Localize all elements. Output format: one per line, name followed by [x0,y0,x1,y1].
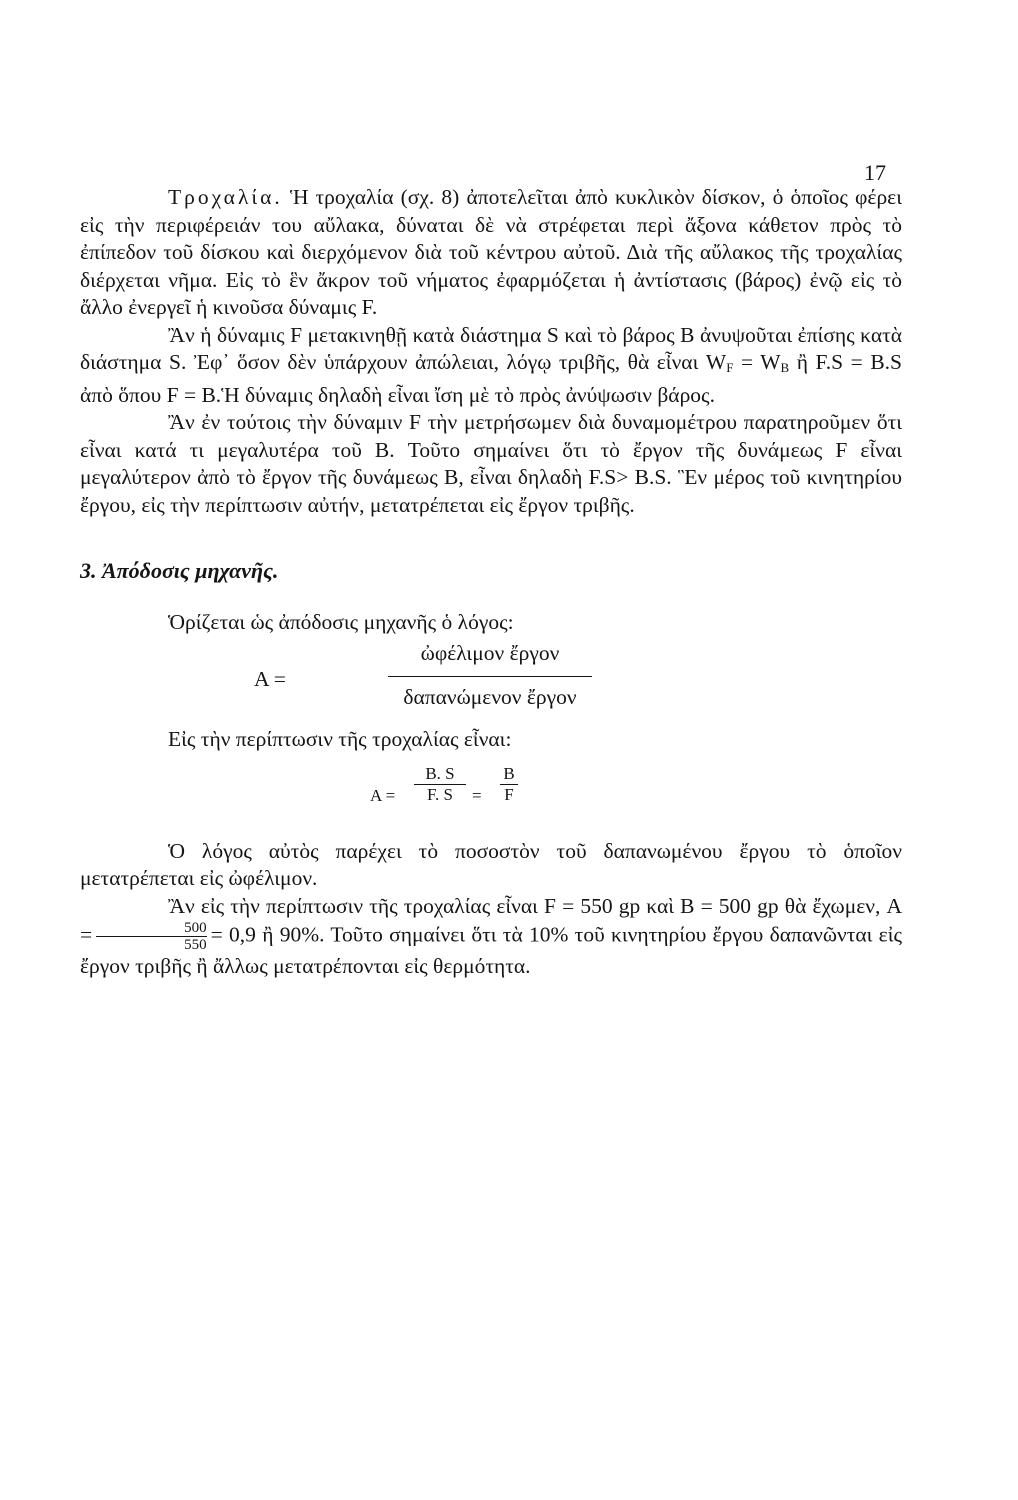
pulley-paragraph-3: Ἂν ἐν τούτοις τὴν δύναμιν F τὴν μετρήσωμεν διὰ δυναμομέτρου παρατηροῦμεν ὅτι εἶναι κατά τι μεγαλυτέρα τοῦ B. Τοῦτο σημαίνει ὅτι τὸ ἔργον τῆς δυνάμεως F εἶναι μεγαλύτερον ἀπὸ τὸ ἔργον τῆς δυνάμεως B, εἶναι δηλαδὴ F.S> B.S. Ἓν μέρος τοῦ κινητηρίου ἔργου, εἰς τὴν περίπτωσιν αὐτήν, μετατρέπεται εἰς ἔργον τριβῆς. [80,410,902,517]
pulley-paragraph-2 [80,322,902,410]
example-text-b: = 0,9 ἢ 90%. Τοῦτο σημαίνει ὅτι τὰ 10% τοῦ κινητηρίου ἔργου δαπανῶνται εἰς ἔργον τριβῆς ἢ ἄλλως μετατρέπονται εἰς θερμότητα. [80,922,902,978]
formula2-num1: B. S [425,763,455,783]
formula2-fraction-1 [414,764,466,805]
page-content [80,184,902,981]
formula-numerator: ὠφέλιμον ἔργον [420,641,560,665]
fraction-bar [388,676,592,677]
efficiency-formula [80,640,902,718]
formula2-den2: F [500,784,518,805]
formula2-den1: F. S [414,784,466,805]
formula2-fraction-2 [500,764,518,805]
pulley-efficiency-formula [80,760,902,830]
p2-text-a: Ἂν ἡ δύναμις F μετακινηθῇ κατὰ διάστημα S καὶ τὸ βάρος B ἀνυψοῦται ἐπίσης κατὰ διάστημα S. Ἐφ᾽ ὅσον δὲν ὑπάρχουν ἀπώλειαι, λόγῳ τριβῆς, θὰ εἶναι W [80,322,902,374]
pulley-paragraph-1-text: Ἡ τροχαλία (σχ. 8) ἀποτελεῖται ἀπὸ κυκλικὸν δίσκον, ὁ ὁποῖος φέρει εἰς τὴν περιφέρειάν του αὔλακα, δύναται δὲ νὰ στρέφεται περὶ ἄξονα κάθετον πρὸς τὸ ἐπίπεδον τοῦ δίσκου καὶ διερχόμενον διὰ τοῦ κέντρου αὐτοῦ. Διὰ τῆς αὔλακος τῆς τροχαλίας διέρχεται νῆμα. Εἰς τὸ ἓν ἄκρον τοῦ νήματος ἐφαρμόζεται ἡ ἀντίστασις (βάρος) ἐνῷ εἰς τὸ ἄλλο ἐνεργεῖ ἡ κινοῦσα δύναμις F. [80,185,902,319]
ratio-explanation: Ὁ λόγος αὐτὸς παρέχει τὸ ποσοστὸν τοῦ δαπανωμένου ἔργου τὸ ὁποῖον μετατρέπεται εἰς ὠφέλιμον. [80,838,902,890]
example-frac-num: 500 [184,920,207,936]
example-fraction [96,920,207,953]
formula2-num2: B [503,763,515,783]
subscript-f: F [726,360,734,375]
p2-text-c: ἢ F.S = B.S ἀπὸ ὅπου F = B.Ἡ δύναμις δηλαδὴ εἶναι ἴση μὲ τὸ πρὸς ἀνύψωσιν βάρος. [80,350,902,407]
pulley-case-intro: Εἰς τὴν περίπτωσιν τῆς τροχαλίας εἶναι: [168,727,512,751]
numeric-example [80,893,902,981]
subscript-b: B [780,360,790,375]
formula-denominator: δαπανώμενον ἔργον [403,685,577,709]
p2-text-b: = W [733,350,781,374]
formula-lhs: A = [254,667,286,691]
page-number: 17 [864,160,886,185]
example-frac-den: 550 [96,936,207,953]
pulley-paragraph-1 [80,184,902,322]
example-text-a: Ἂν εἰς τὴν περίπτωσιν τῆς τροχαλίας εἶναι F = 550 gp καὶ B = 500 gp θὰ ἔχωμεν, A = [80,893,902,947]
formula2-lhs: A = [370,785,396,805]
formula2-equals: = [472,785,482,805]
section-heading: 3. Ἀπόδοσις μηχανῆς. [80,558,279,583]
efficiency-definition: Ὁρίζεται ὡς ἀπόδοσις μηχανῆς ὁ λόγος: [168,609,514,634]
pulley-title: Τροχαλία. [168,185,283,209]
